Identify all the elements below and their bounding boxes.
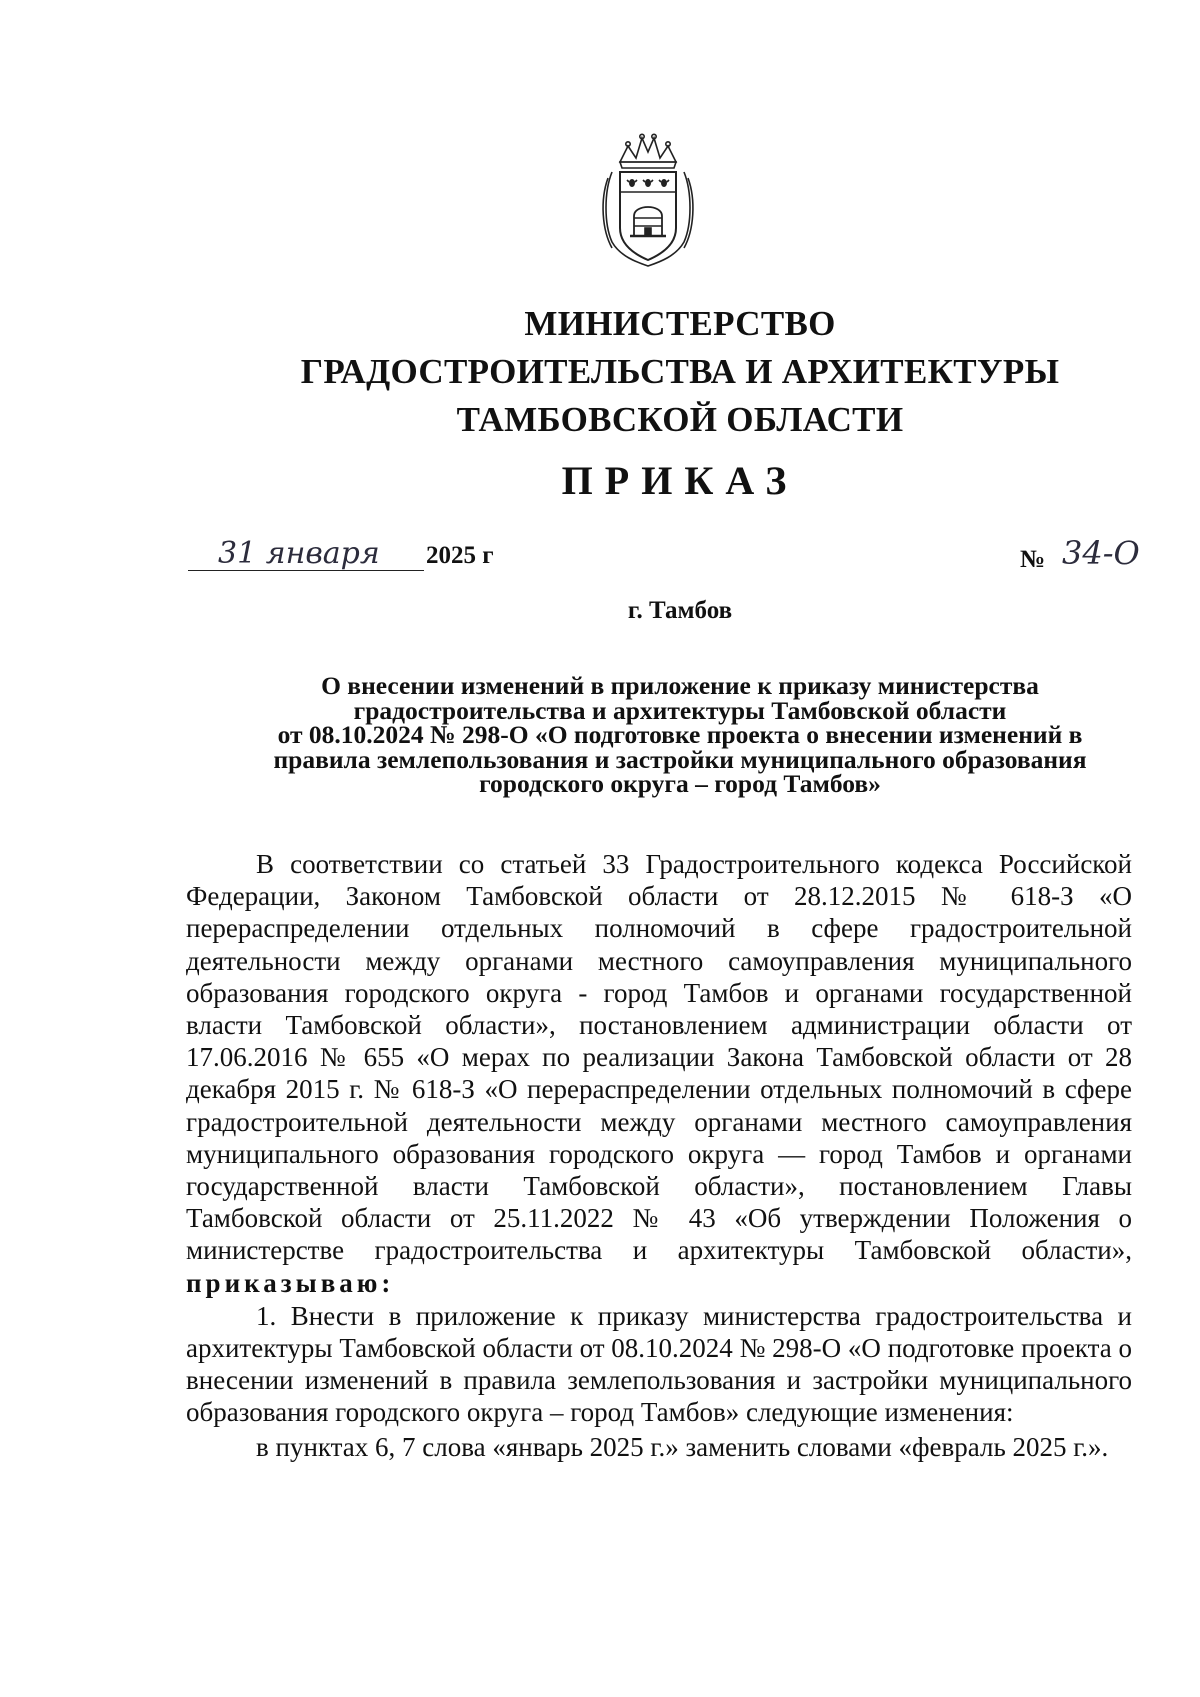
- order-subject: [180, 671, 1180, 798]
- number-sign: №: [1020, 546, 1046, 573]
- handwritten-number: 34-О: [1062, 534, 1140, 572]
- ministry-name-line: ТАМБОВСКОЙ ОБЛАСТИ: [456, 400, 904, 439]
- issue-city: г. Тамбов: [627, 597, 733, 624]
- order-year: 2025 г: [426, 542, 494, 569]
- subject-line: градостроительства и архитектуры Тамбовской области: [353, 695, 1007, 725]
- order-date: [188, 530, 518, 580]
- handwritten-date: 31 января: [218, 536, 380, 571]
- item-1-paragraph: 1. Внести в приложение к приказу министерства градостроительства и архитектуры Тамбовской области от 08.10.2024 № 298-О «О подготовке проекта о внесении изменений в правила землепользования и застройки муниципального образования городского округа – город Тамбов» следующие изменения:: [186, 1300, 1132, 1428]
- preamble-text: В соответствии со статьей 33 Градостроительного кодекса Российской Федерации, Законом Тамбовской области от 28.12.2015 № 618-З «О перераспределении отдельных полномочий в сфере градостроительной деятельности между органами местного самоуправления муниципального образования городского округа - город Тамбов и органами государственной власти Тамбовской области», постановлением администрации области от 17.06.2016 № 655 «О мерах по реализации Закона Тамбовской области от 28 декабря 2015 г. № 618-З «О перераспределении отдельных полномочий в сфере градостроительной деятельности между органами местного самоуправления муниципального образования городского округа — город Тамбов и органами государственной власти Тамбовской области», постановлением Главы Тамбовской области от 25.11.2022 № 43 «Об утверждении Положения о министерстве градостроительства и архитектуры Тамбовской области»,: [186, 849, 1132, 1266]
- order-word: приказываю:: [186, 1267, 395, 1298]
- subject-line: от 08.10.2024 № 298-О «О подготовке проекта о внесении изменений в: [277, 720, 1083, 749]
- order-body: [186, 848, 1132, 1463]
- document-type-title: ПРИКАЗ: [561, 458, 799, 503]
- tambov-region-coat-of-arms-icon: [598, 132, 698, 272]
- order-number: [1020, 534, 1140, 580]
- ministry-name-line: МИНИСТЕРСТВО: [524, 304, 836, 343]
- subject-line: О внесении изменений в приложение к приказу министерства: [321, 671, 1039, 700]
- subject-line: правила землепользования и застройки муниципального образования: [273, 744, 1087, 774]
- item-1-change-paragraph: в пунктах 6, 7 слова «январь 2025 г.» заменить словами «февраль 2025 г.».: [256, 1431, 1109, 1462]
- ministry-name: [180, 300, 1180, 444]
- subject-line: городского округа – город Тамбов»: [479, 769, 881, 798]
- ministry-name-line: ГРАДОСТРОИТЕЛЬСТВА И АРХИТЕКТУРЫ: [300, 352, 1060, 391]
- preamble-paragraph: [186, 848, 1132, 1299]
